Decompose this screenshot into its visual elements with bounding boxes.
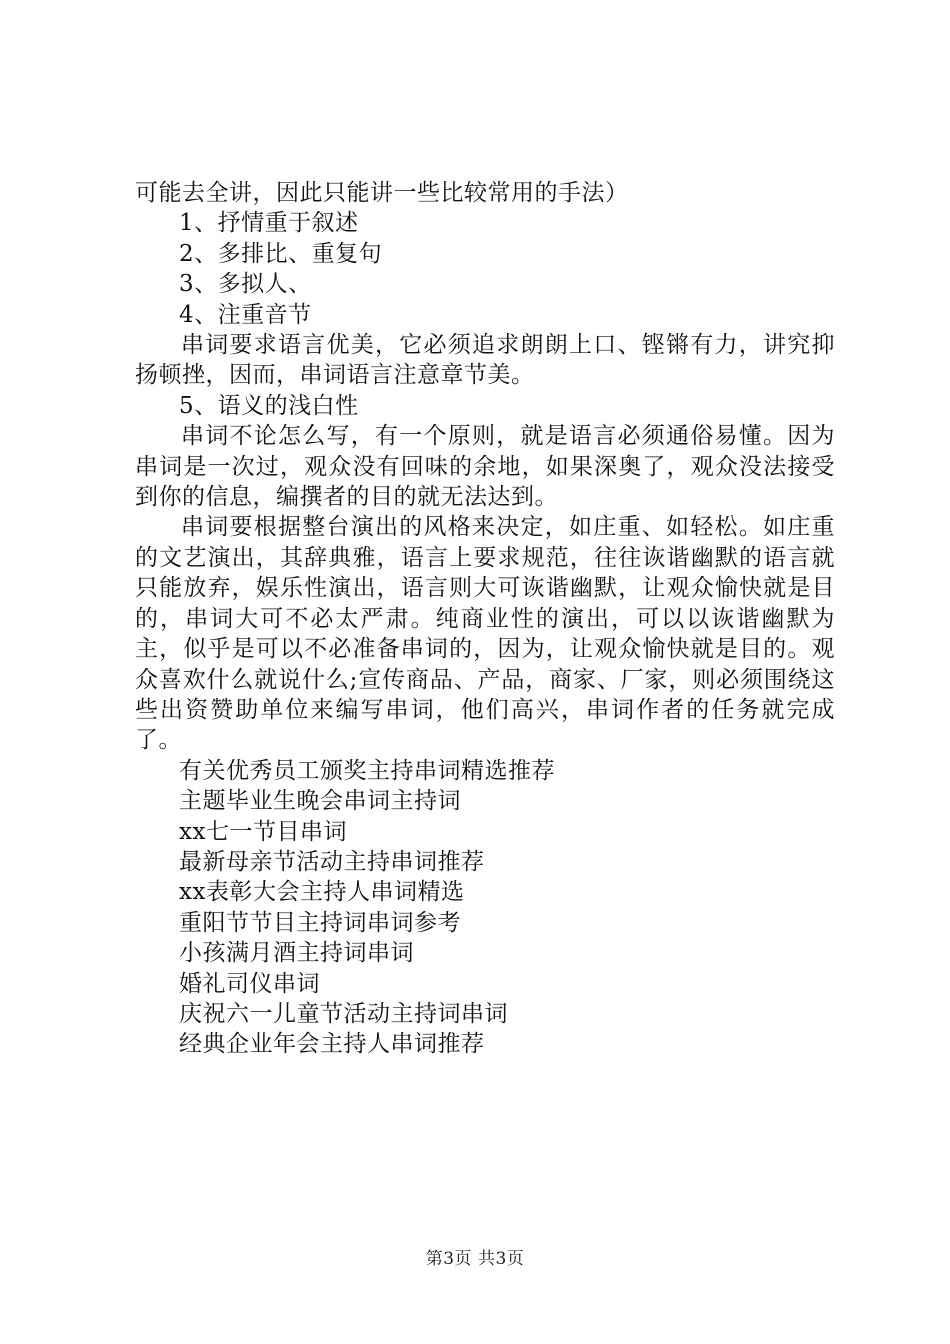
related-links-list — [135, 756, 835, 1060]
text-line: 可能去全讲，因此只能讲一些比较常用的手法） — [135, 180, 629, 206]
page-number-footer: 第3页 共3页 — [425, 1249, 525, 1269]
list-item: 5、语义的浅白性 — [179, 392, 359, 419]
related-link[interactable]: 小孩满月酒主持词串词 — [179, 940, 414, 967]
related-link[interactable]: 重阳节节目主持词串词参考 — [179, 909, 461, 936]
related-link[interactable]: xx七一节目串词 — [179, 818, 347, 845]
related-link[interactable]: 有关优秀员工颁奖主持串词精选推荐 — [179, 757, 555, 784]
paragraph-rhythm: 串词要求语言优美，它必须追求朗朗上口、铿锵有力，讲究抑扬顿挫，因而，串词语言注意章节美。 — [135, 332, 835, 389]
list-item: 1、抒情重于叙述 — [179, 210, 359, 237]
related-link[interactable]: xx表彰大会主持人串词精选 — [179, 879, 465, 906]
related-link[interactable]: 经典企业年会主持人串词推荐 — [179, 1031, 485, 1058]
related-link[interactable]: 庆祝六一儿童节活动主持词串词 — [179, 1000, 508, 1027]
list-item: 2、多排比、重复句 — [179, 240, 383, 267]
paragraph-plain-language: 串词不论怎么写，有一个原则，就是语言必须通俗易懂。因为串词是一次过，观众没有回味的余地，如果深奥了，观众没法接受到你的信息，编撰者的目的就无法达到。 — [135, 423, 835, 511]
list-item: 3、多拟人、 — [179, 271, 312, 298]
list-item: 4、注重音节 — [179, 301, 312, 328]
related-link[interactable]: 最新母亲节活动主持串词推荐 — [179, 848, 485, 875]
related-link[interactable]: 婚礼司仪串词 — [179, 970, 320, 997]
document-body — [135, 178, 835, 1060]
paragraph-style: 串词要根据整台演出的风格来决定，如庄重、如轻松。如庄重的文艺演出，其辞典雅，语言上要求规范，往往诙谐幽默的语言就只能放弃，娱乐性演出，语言则大可诙谐幽默，让观众愉快就是目的，串词大可不必太严肃。纯商业性的演出，可以以诙谐幽默为主，似乎是可以不必准备串词的，因为，让观众愉快就是目的。观众喜欢什么就说什么;宣传商品、产品，商家、厂家，则必须围绕这些出资赞助单位来编写串词，他们高兴，串词作者的任务就完成了。 — [135, 514, 835, 754]
related-link[interactable]: 主题毕业生晚会串词主持词 — [179, 788, 461, 815]
